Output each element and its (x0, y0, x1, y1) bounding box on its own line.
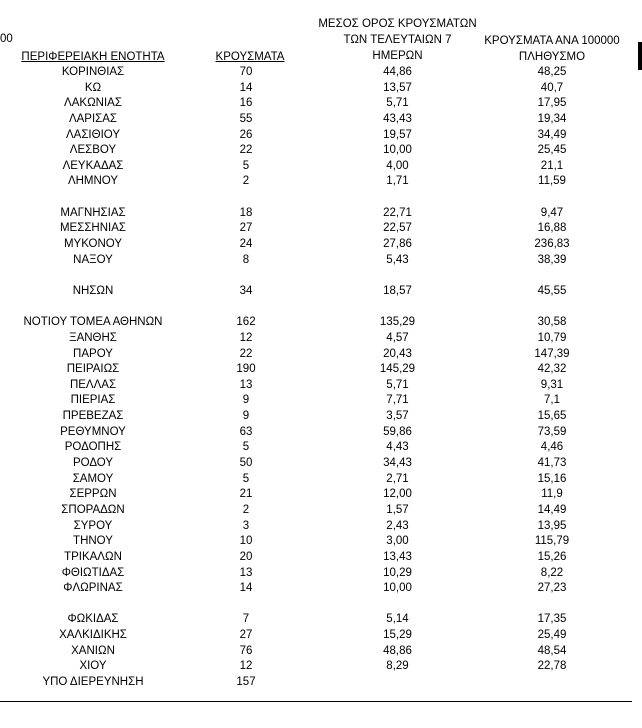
region-cell: ΠΕΙΡΑΙΩΣ (66, 363, 120, 376)
seven-day-average-cell: 48,86 (383, 644, 412, 657)
region-cell: ΠΙΕΡΙΑΣ (70, 394, 116, 407)
header-per100k-line-1: ΚΡΟΥΣΜΑΤΑ ΑΝΑ 100000 (484, 35, 620, 47)
cases-cell: 5 (242, 472, 250, 485)
header-cases-per-100k (470, 33, 634, 65)
cases-per-100k-cell: 73,59 (537, 425, 567, 438)
cases-per-100k-cell: 25,45 (537, 144, 567, 157)
seven-day-average-cell: 145,29 (379, 363, 416, 376)
seven-day-average-cell: 34,43 (383, 457, 412, 470)
cases-per-100k-cell: 19,34 (537, 112, 567, 125)
seven-day-average-cell: 13,43 (383, 550, 412, 563)
table-row (0, 440, 642, 456)
cases-per-100k-cell: 147,39 (534, 347, 570, 360)
cases-per-100k-cell: 21,1 (540, 159, 564, 172)
cases-per-100k-cell: 10,79 (537, 331, 567, 344)
seven-day-average-cell: 15,29 (383, 629, 412, 642)
cases-per-100k-cell: 15,65 (537, 410, 567, 423)
cases-cell: 2 (242, 503, 250, 516)
region-cell: ΛΑΡΙΣΑΣ (68, 112, 118, 125)
cases-per-100k-cell: 40,7 (540, 81, 564, 94)
seven-day-average-cell: 4,00 (386, 159, 409, 172)
cases-cell: 190 (236, 363, 256, 376)
table-row (0, 456, 642, 472)
cases-per-100k-cell: 15,16 (537, 472, 567, 485)
seven-day-average-cell: 5,14 (386, 613, 409, 626)
cases-per-100k-cell: 8,22 (540, 566, 564, 579)
header-per100k-line-2: ΠΛΗΘΥΣΜΟ (518, 51, 586, 63)
cases-cell: 20 (239, 550, 253, 563)
cases-per-100k-cell: 9,47 (540, 206, 564, 219)
region-cell: ΦΩΚΙΔΑΣ (67, 613, 119, 626)
cases-cell: 22 (239, 144, 253, 157)
region-cell: ΧΑΛΚΙΔΙΚΗΣ (59, 629, 127, 642)
cases-per-100k-cell: 25,49 (537, 629, 567, 642)
seven-day-average-cell: 43,43 (383, 112, 412, 125)
cases-per-100k-cell: 22,78 (537, 660, 567, 673)
table-row (0, 128, 642, 144)
table-row (0, 581, 642, 597)
header-avg-line-2: ΤΩΝ ΤΕΛΕΥΤΑΙΩΝ 7 (343, 34, 452, 46)
seven-day-average-cell: 20,43 (383, 347, 412, 360)
region-cell: ΡΟΔΟΠΗΣ (64, 441, 122, 454)
region-cell: ΠΑΡΟΥ (73, 347, 113, 360)
cases-cell: 18 (239, 206, 253, 219)
cases-cell: 157 (236, 675, 256, 688)
cases-per-100k-cell: 48,54 (537, 644, 567, 657)
table-row (0, 503, 642, 519)
seven-day-average-cell: 2,71 (386, 472, 409, 485)
cases-per-100k-cell: 27,23 (537, 582, 567, 595)
table-row (0, 331, 642, 347)
cases-cell: 70 (239, 66, 253, 78)
cases-cell: 24 (239, 238, 253, 251)
cases-cell: 63 (239, 425, 253, 438)
cases-per-100k-cell: 115,79 (534, 535, 570, 548)
region-cell: ΣΑΜΟΥ (72, 472, 114, 485)
table-row (0, 65, 642, 81)
cases-per-100k-cell: 17,35 (537, 613, 567, 626)
seven-day-average-cell: 1,57 (386, 503, 409, 516)
cases-per-100k-cell: 236,83 (534, 238, 570, 251)
seven-day-average-cell: 3,57 (386, 410, 409, 423)
cases-per-100k-cell: 45,55 (537, 284, 567, 297)
region-cell: ΝΗΣΩΝ (72, 284, 114, 297)
region-cell: ΛΕΥΚΑΔΑΣ (62, 159, 124, 172)
table-row (0, 659, 642, 675)
table-row (0, 237, 642, 253)
seven-day-average-cell: 10,00 (383, 144, 412, 157)
region-cell: ΧΑΝΙΩΝ (71, 644, 115, 657)
header-seven-day-average (310, 16, 485, 64)
table-row (0, 221, 642, 237)
cases-cell: 22 (239, 347, 253, 360)
region-cell: ΝΟΤΙΟΥ ΤΟΜΕΑ ΑΘΗΝΩΝ (23, 316, 163, 329)
table-row (0, 378, 642, 394)
table-row (0, 566, 642, 582)
cases-per-100k-cell: 48,25 (537, 66, 567, 78)
table-row (0, 472, 642, 488)
cases-cell: 34 (239, 284, 253, 297)
region-cell: ΣΕΡΡΩΝ (69, 488, 117, 501)
header-region-label: ΠΕΡΙΦΕΡΕΙΑΚΗ ΕΝΟΤΗΤΑ (21, 51, 165, 63)
cases-cell: 13 (239, 566, 253, 579)
table-row (0, 81, 642, 97)
cases-cell: 12 (239, 660, 253, 673)
seven-day-average-cell: 8,29 (386, 660, 409, 673)
group-spacer (0, 300, 642, 316)
region-cell: ΛΑΚΩΝΙΑΣ (64, 97, 122, 110)
seven-day-average-cell: 5,71 (386, 378, 409, 391)
seven-day-average-cell: 1,71 (386, 175, 409, 188)
cases-per-100k-cell: 30,58 (537, 316, 567, 329)
table-row (0, 519, 642, 535)
region-cell: ΜΥΚΟΝΟΥ (63, 238, 123, 251)
table-row (0, 393, 642, 409)
seven-day-average-cell: 7,71 (386, 394, 409, 407)
header-avg-line-1: ΜΕΣΟΣ ΟΡΟΣ ΚΡΟΥΣΜΑΤΩΝ (318, 18, 477, 30)
cases-per-100k-cell: 17,95 (537, 97, 567, 110)
table-row (0, 644, 642, 660)
cases-cell: 21 (239, 488, 253, 501)
table-row (0, 174, 642, 190)
seven-day-average-cell: 22,57 (383, 222, 412, 235)
seven-day-average-cell: 4,43 (386, 441, 409, 454)
region-cell: ΜΑΓΝΗΣΙΑΣ (60, 206, 126, 219)
cases-per-100k-cell: 4,46 (540, 441, 564, 454)
region-cell: ΛΑΣΙΘΙΟΥ (65, 128, 121, 141)
cases-cell: 13 (239, 378, 253, 391)
region-cell: ΡΕΘΥΜΝΟΥ (60, 425, 126, 438)
cases-cell: 55 (239, 112, 253, 125)
table-row (0, 675, 642, 691)
cases-per-100k-cell: 11,9 (541, 488, 563, 501)
table-row (0, 612, 642, 628)
table-row (0, 487, 642, 503)
cases-cell: 50 (239, 457, 253, 470)
seven-day-average-cell: 2,43 (386, 519, 409, 532)
cases-per-100k-cell: 7,1 (544, 394, 560, 407)
seven-day-average-cell: 19,57 (383, 128, 412, 141)
region-cell: ΥΠΟ ΔΙΕΡΕΥΝΗΣΗ (42, 675, 144, 688)
region-cell: ΦΛΩΡΙΝΑΣ (63, 582, 123, 595)
region-cell: ΜΕΣΣΗΝΙΑΣ (59, 222, 127, 235)
region-cell: ΝΑΞΟΥ (73, 253, 113, 266)
table-row (0, 159, 642, 175)
table-row (0, 425, 642, 441)
seven-day-average-cell: 22,71 (383, 206, 412, 219)
cases-per-100k-cell: 11,59 (538, 175, 566, 188)
seven-day-average-cell: 4,57 (386, 331, 409, 344)
cases-cell: 9 (242, 394, 250, 407)
cases-cell: 10 (239, 535, 253, 548)
cases-cell: 27 (239, 222, 253, 235)
cases-cell: 8 (242, 253, 250, 266)
table-row (0, 362, 642, 378)
table-row (0, 253, 642, 269)
cases-cell: 5 (242, 159, 250, 172)
group-spacer (0, 597, 642, 613)
data-table-body (0, 65, 642, 691)
seven-day-average-cell: 27,86 (383, 238, 412, 251)
table-row (0, 315, 642, 331)
region-cell: ΠΡΕΒΕΖΑΣ (62, 410, 124, 423)
cases-cell: 9 (242, 410, 250, 423)
cases-cell: 14 (239, 582, 253, 595)
cases-per-100k-cell: 16,88 (537, 222, 567, 235)
region-cell: ΤΗΝΟΥ (73, 535, 113, 548)
table-row (0, 284, 642, 300)
seven-day-average-cell: 12,00 (383, 488, 412, 501)
region-cell: ΣΠΟΡΑΔΩΝ (61, 503, 125, 516)
region-cell: ΛΗΜΝΟΥ (67, 175, 119, 188)
cases-cell: 162 (236, 316, 256, 329)
table-row (0, 143, 642, 159)
cases-cell: 76 (239, 644, 253, 657)
region-cell: ΧΙΟΥ (79, 660, 107, 673)
table-row (0, 534, 642, 550)
cases-cell: 14 (239, 81, 253, 94)
seven-day-average-cell: 3,00 (386, 535, 409, 548)
cases-per-100k-cell: 14,49 (537, 503, 567, 516)
seven-day-average-cell: 5,71 (386, 97, 409, 110)
table-bottom-border (0, 701, 632, 702)
seven-day-average-cell: 13,57 (383, 81, 412, 94)
table-row (0, 206, 642, 222)
region-cell: ΚΩ (84, 81, 102, 94)
cases-cell: 27 (239, 629, 253, 642)
table-row (0, 550, 642, 566)
seven-day-average-cell: 18,57 (383, 284, 412, 297)
cases-cell: 26 (239, 128, 253, 141)
cutoff-fragment-text: 00 (0, 33, 13, 45)
seven-day-average-cell: 10,29 (383, 566, 412, 579)
cases-per-100k-cell: 9,31 (540, 378, 564, 391)
region-cell: ΚΟΡΙΝΘΙΑΣ (61, 66, 125, 78)
cases-cell: 7 (242, 613, 250, 626)
header-cases (200, 49, 300, 65)
cases-cell: 16 (239, 97, 253, 110)
seven-day-average-cell: 5,43 (386, 253, 409, 266)
cases-per-100k-cell: 34,49 (537, 128, 567, 141)
cases-cell: 5 (242, 441, 250, 454)
seven-day-average-cell: 10,00 (383, 582, 412, 595)
cases-per-100k-cell: 42,32 (537, 363, 567, 376)
cases-cell: 12 (239, 331, 253, 344)
region-cell: ΛΕΣΒΟΥ (69, 144, 117, 157)
cases-per-100k-cell: 13,95 (537, 519, 567, 532)
region-cell: ΞΑΝΘΗΣ (69, 331, 117, 344)
header-cases-label: ΚΡΟΥΣΜΑΤΑ (215, 51, 285, 63)
table-row (0, 628, 642, 644)
seven-day-average-cell: 44,86 (383, 66, 412, 78)
table-row (0, 96, 642, 112)
cases-per-100k-cell: 15,26 (537, 550, 567, 563)
cases-cell: 3 (242, 519, 250, 532)
table-row (0, 347, 642, 363)
cases-per-100k-cell: 41,73 (537, 457, 567, 470)
seven-day-average-cell: 135,29 (379, 316, 416, 329)
region-cell: ΦΘΙΩΤΙΔΑΣ (61, 566, 125, 579)
group-spacer (0, 268, 642, 284)
region-cell: ΡΟΔΟΥ (72, 457, 114, 470)
seven-day-average-cell: 59,86 (383, 425, 412, 438)
group-spacer (0, 190, 642, 206)
region-cell: ΠΕΛΛΑΣ (69, 378, 117, 391)
header-region (0, 49, 186, 65)
table-row (0, 112, 642, 128)
cases-cell: 2 (242, 175, 250, 188)
region-cell: ΤΡΙΚΑΛΩΝ (64, 550, 122, 563)
cases-per-100k-cell: 38,39 (537, 253, 567, 266)
region-cell: ΣΥΡΟΥ (73, 519, 113, 532)
table-row (0, 409, 642, 425)
header-avg-line-3: ΗΜΕΡΩΝ (372, 50, 423, 62)
